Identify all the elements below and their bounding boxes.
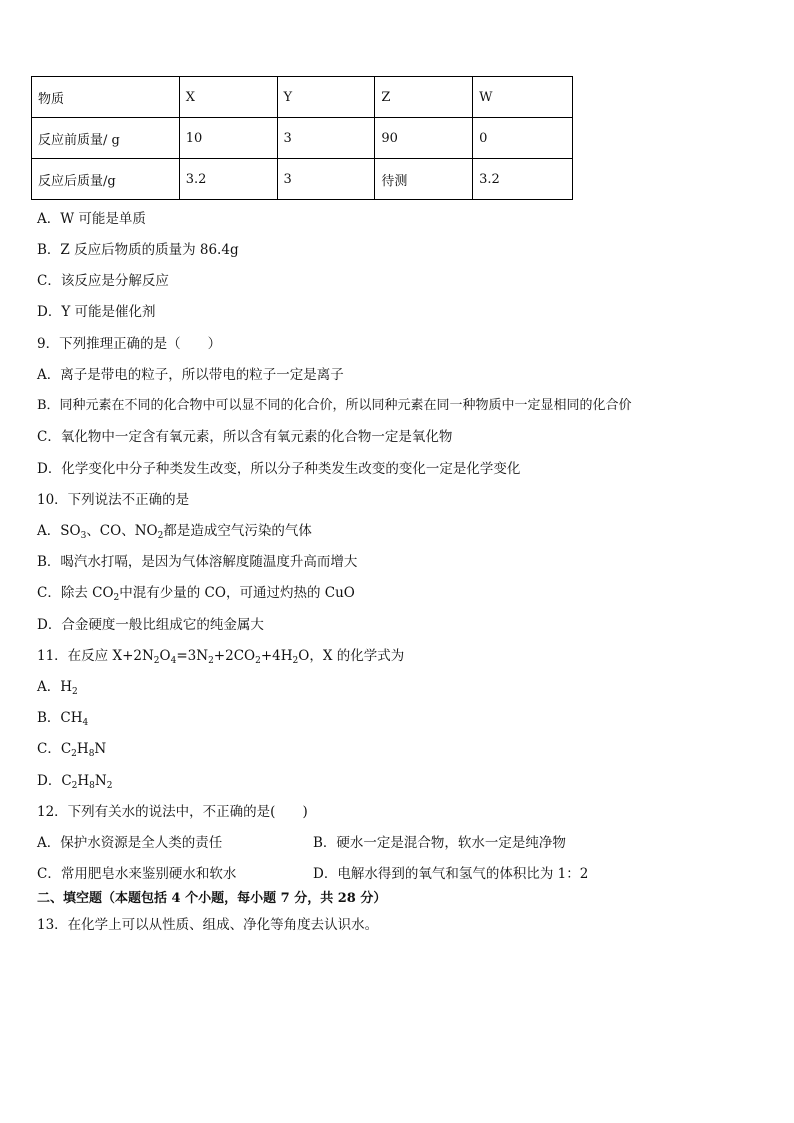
- text-part: A．SO: [37, 523, 81, 539]
- mass-table: [31, 76, 573, 200]
- subscript: 8: [88, 749, 95, 759]
- table-cell: Z: [375, 77, 473, 118]
- q11-option-b: [37, 709, 88, 727]
- table-cell: W: [473, 77, 573, 118]
- q9-option-d: D．化学变化中分子种类发生改变，所以分子种类发生改变的变化一定是化学变化: [37, 461, 521, 477]
- text-part: N: [94, 773, 107, 789]
- q10-option-b: B．喝汽水打嗝，是因为气体溶解度随温度升高而增大: [37, 554, 358, 570]
- text-part: =3N: [176, 648, 209, 664]
- table-row: [32, 77, 573, 118]
- q11-option-d: [37, 772, 112, 790]
- q12-option-c: C．常用肥皂水来鉴别硬水和软水: [37, 866, 237, 882]
- q11-option-c: [37, 740, 106, 758]
- q9-stem: 9．下列推理正确的是（ ）: [37, 336, 222, 352]
- table-cell: 3: [277, 118, 375, 159]
- q12-option-b: B．硬水一定是混合物，软水一定是纯净物: [313, 835, 566, 851]
- q11-option-a: [37, 678, 78, 696]
- q9-option-a: A．离子是带电的粒子，所以带电的粒子一定是离子: [37, 367, 344, 383]
- q10-option-a: [37, 522, 312, 540]
- text-part: +4H: [260, 648, 293, 664]
- q12-option-a: A．保护水资源是全人类的责任: [37, 835, 223, 851]
- subscript: 2: [255, 656, 261, 666]
- subscript: 2: [157, 531, 164, 541]
- subscript: 4: [170, 656, 177, 666]
- table-cell: 0: [473, 118, 573, 159]
- q8-option-b: B．Z 反应后物质的质量为 86.4g: [37, 242, 239, 258]
- text-part: A．H: [37, 679, 73, 695]
- text-part: 都是造成空气污染的气体: [163, 523, 312, 539]
- section-title: 二、填空题（本题包括 4 个小题，每小题 7 分，共 28 分）: [37, 891, 387, 906]
- table-row: [32, 159, 573, 200]
- subscript: 2: [153, 656, 160, 666]
- table-cell: 反应前质量/ g: [32, 118, 180, 159]
- q12-option-d: D．电解水得到的氧气和氢气的体积比为 1：2: [313, 866, 589, 882]
- subscript: 8: [89, 781, 95, 791]
- text-part: B．CH: [37, 710, 83, 726]
- subscript: 4: [82, 718, 89, 728]
- table-cell: X: [179, 77, 277, 118]
- subscript: 2: [71, 781, 78, 791]
- text-part: H: [77, 773, 90, 789]
- table-row: [32, 118, 573, 159]
- subscript: 3: [80, 531, 87, 541]
- text-part: D．C: [37, 773, 72, 789]
- q11-stem: [37, 647, 404, 665]
- q8-option-d: D．Y 可能是催化剂: [37, 304, 156, 320]
- table-cell: 待测: [375, 159, 473, 200]
- table-cell: 反应后质量/g: [32, 159, 180, 200]
- table-cell: 90: [375, 118, 473, 159]
- q10-stem: 10．下列说法不正确的是: [37, 492, 190, 508]
- q10-option-c: [37, 584, 355, 602]
- text-part: O，X 的化学式为: [298, 648, 405, 664]
- text-part: C．除去 CO: [37, 585, 114, 601]
- text-part: +2CO: [213, 648, 256, 664]
- subscript: 2: [113, 593, 120, 603]
- text-part: C．C: [37, 741, 72, 757]
- text-part: O: [159, 648, 171, 664]
- q13-stem: 13．在化学上可以从性质、组成、净化等角度去认识水。: [37, 917, 379, 933]
- q10-option-d: D．合金硬度一般比组成它的纯金属大: [37, 617, 264, 633]
- text-part: H: [76, 741, 89, 757]
- table-cell: 3: [277, 159, 375, 200]
- table-cell: Y: [277, 77, 375, 118]
- q9-option-b: B．同种元素在不同的化合物中可以显不同的化合价，所以同种元素在同一种物质中一定显相同的化合价: [37, 398, 632, 413]
- text-part: 、CO、NO: [86, 523, 158, 539]
- q8-option-a: A．W 可能是单质: [37, 211, 146, 227]
- table-cell: 3.2: [473, 159, 573, 200]
- text-part: N: [94, 741, 107, 757]
- text-part: 中混有少量的 CO，可通过灼热的 CuO: [119, 585, 355, 601]
- subscript: 2: [208, 656, 214, 666]
- q8-option-c: C．该反应是分解反应: [37, 273, 169, 289]
- q12-stem: 12．下列有关水的说法中，不正确的是( ): [37, 804, 308, 820]
- table-cell: 10: [179, 118, 277, 159]
- subscript: 2: [292, 656, 299, 666]
- table-cell: 物质: [32, 77, 180, 118]
- text-part: 11．在反应 X+2N: [37, 648, 154, 664]
- subscript: 2: [106, 781, 113, 791]
- table-cell: 3.2: [179, 159, 277, 200]
- q9-option-c: C．氧化物中一定含有氧元素，所以含有氧元素的化合物一定是氧化物: [37, 429, 453, 445]
- subscript: 2: [71, 749, 77, 759]
- subscript: 2: [72, 687, 78, 697]
